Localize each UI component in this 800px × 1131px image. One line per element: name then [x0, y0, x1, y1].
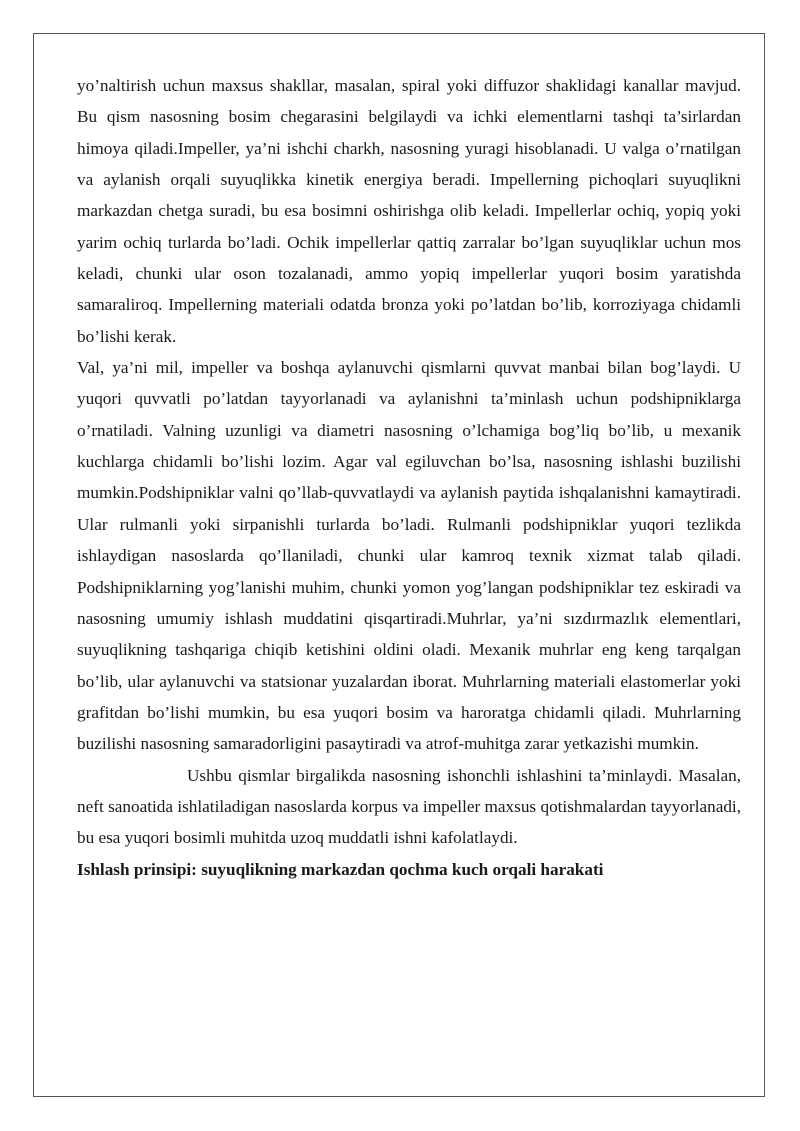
document-body	[77, 70, 741, 885]
paragraph-shaft-bearings-seals: Val, ya’ni mil, impeller va boshqa aylanuvchi qismlarni quvvat manbai bilan bog’laydi. U yuqori quvvatli po’latdan tayyorlanadi va aylanishni ta’minlash uchun podshipniklarga o’rnatiladi. Valning uzunligi va diametri nasosning o’lchamiga bog’liq bo’lib, u mexanik kuchlarga chidamli bo’lishi lozim. Agar val egiluvchan bo’lsa, nasosning ishlashi buzilishi mumkin.Podshipniklar valni qo’llab-quvvatlaydi va aylanish paytida ishqalanishni kamaytiradi. Ular rulmanli yoki sirpanishli turlarda bo’ladi. Rulmanli podshipniklar yuqori tezlikda ishlaydigan nasoslarda qo’llaniladi, chunki ular kamroq texnik xizmat talab qiladi. Podshipniklarning yog’lanishi muhim, chunki yomon yog’langan podshipniklar tez eskiradi va nasosning umumiy ishlash muddatini qisqartiradi.Muhrlar, ya’ni sızdırmazlık elementlari, suyuqlikning tashqariga chiqib ketishini oldini oladi. Mexanik muhrlar eng keng tarqalgan bo’lib, ular aylanuvchi va statsionar yuzalardan iborat. Muhrlarning materiali elastomerlar yoki grafitdan bo’lishi mumkin, bu esa yuqori bosim va haroratga chidamli qiladi. Muhrlarning buzilishi nasosning samaradorligini pasaytiradi va atrof-muhitga zarar yetkazishi mumkin.	[77, 358, 741, 754]
paragraph-summary: Ushbu qismlar birgalikda nasosning ishonchli ishlashini ta’minlaydi. Masalan, neft sanoatida ishlatiladigan nasoslarda korpus va impeller maxsus qotishmalardan tayyorlanadi, bu esa yuqori bosimli muhitda uzoq muddatli ishni kafolatlaydi.	[77, 765, 741, 848]
paragraph-housing-impeller: yo’naltirish uchun maxsus shakllar, masalan, spiral yoki diffuzor shaklidagi kanallar mavjud. Bu qism nasosning bosim chegarasini belgilaydi va ichki elementlarni tashqi ta’sirlardan himoya qiladi.Impeller, ya’ni ishchi charkh, nasosning yuragi hisoblanadi. U valga o’rnatilgan va aylanish orqali suyuqlikka kinetik energiya beradi. Impellerning pichoqlari suyuqlikni markazdan chetga suradi, bu esa bosimni oshirishga olib keladi. Impellerlar ochiq, yopiq yoki yarim ochiq turlarda bo’ladi. Ochik impellerlar qattiq zarralar bo’lgan suyuqliklar uchun mos keladi, chunki ular oson tozalanadi, ammo yopiq impellerlar yuqori bosim yaratishda samaraliroq. Impellerning materiali odatda bronza yoki po’latdan bo’lib, korroziyaga chidamli bo’lishi kerak.	[77, 76, 741, 346]
section-heading: Ishlash prinsipi: suyuqlikning markazdan qochma kuch orqali harakati	[77, 859, 604, 879]
